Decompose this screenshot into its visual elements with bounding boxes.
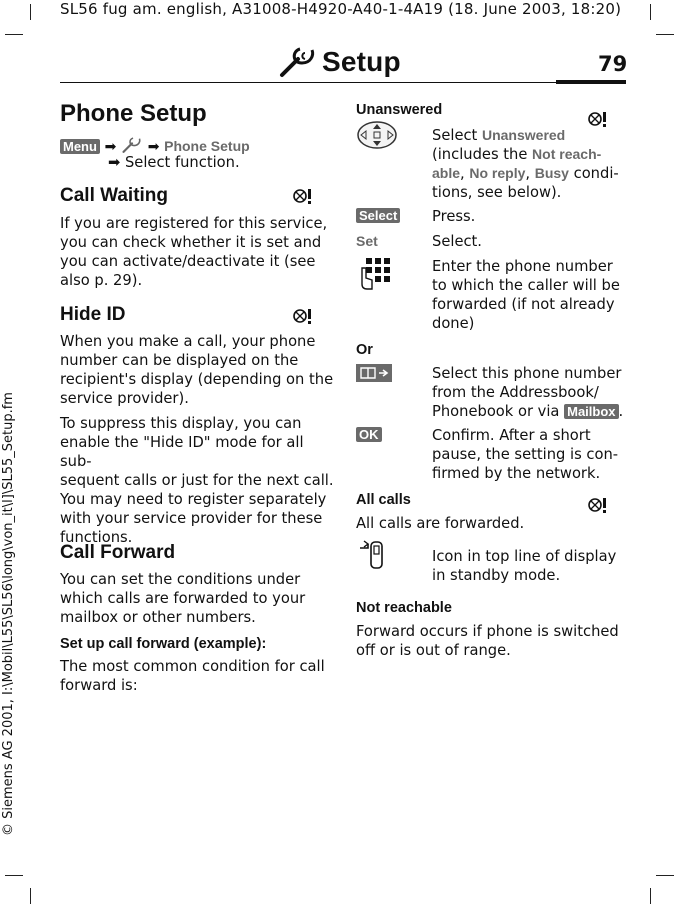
text-line: enable the "Hide ID" mode for all sub- [60,434,304,470]
step-select-unanswered [432,126,632,202]
text-line [432,145,632,164]
mailbox-softkey: Mailbox [564,404,618,419]
step-press: Press. [432,208,476,225]
menu-path-line2: ➡ Select function. [108,154,240,171]
menu-item-busy: Busy [534,165,569,181]
chapter-header [278,44,401,80]
text-line: To suppress this display, you can [60,415,302,432]
text-line: which calls are forwarded to your [60,590,306,607]
sidebar-file-path-text: © Siemens AG 2001, I:\Mobil\L55\SL56\long\von_it\l]\SL55_Setup.fm [1,392,16,836]
arrow-right-icon: ➡ [104,139,117,155]
text-line: also p. 29). [60,272,143,289]
menu-item-unanswered: Unanswered [481,127,566,143]
call-forward-icon-description [432,547,632,585]
menu-item-not-reachable-cont: able [432,165,461,181]
network-service-icon [292,188,314,206]
crop-mark [656,34,674,35]
text-line: If you are registered for this service, [60,215,328,232]
menu-item-phone-setup: Phone Setup [164,138,250,154]
text-line: Icon in top line of display [432,548,617,565]
text-line [432,126,632,145]
menu-item-not-reachable: Not reach- [532,146,602,162]
crop-mark [650,4,651,20]
unanswered-title: Unanswered [356,102,443,118]
call-forward-icon [358,540,388,570]
text-line: tions, see below). [432,184,562,201]
setup-wrench-icon [278,45,318,79]
text-line: Forward occurs if phone is switched [356,623,619,640]
text-line: The most common condition for call [60,658,325,675]
text-line: functions. [60,529,133,546]
not-reachable-text [356,622,636,660]
setup-wrench-icon [121,136,143,154]
subsection-title-hide-id: Hide ID [60,304,126,325]
text-line: When you make a call, your phone [60,333,316,350]
text-line: number can be displayed on the [60,352,299,369]
text-fragment: condi- [568,165,619,182]
text-fragment: Phonebook or via [432,403,565,420]
text-fragment: , [525,165,535,182]
text-line: you can activate/deactivate it (see [60,253,316,270]
phonebook-icon [356,364,392,382]
text-line: pause, the setting is con- [432,446,619,463]
page-number-underline [556,80,626,84]
text-fragment: . [618,403,624,420]
call-forward-paragraph-2 [60,657,335,695]
call-forward-paragraph-1 [60,570,335,627]
hide-id-paragraph-1 [60,332,335,408]
crop-mark [650,888,651,904]
text-line: in standby mode. [432,567,561,584]
header-rule [60,82,626,83]
text-line: to which the caller will be [432,277,620,294]
keypad-icon [356,256,390,290]
crop-mark [656,875,674,876]
text-line: You may need to register separately [60,491,327,508]
step-confirm [432,426,632,483]
text-line: forward is: [60,677,138,694]
text-line: Confirm. After a short [432,427,591,444]
hide-id-paragraph-2 [60,414,335,547]
menu-item-no-reply: No reply [469,165,526,181]
subsection-title-call-forward: Call Forward [60,542,176,563]
chapter-title: Setup [322,46,401,77]
text-line: done) [432,315,475,332]
text-line: off or is out of range. [356,642,511,659]
text-line [432,164,632,183]
text-line: sequent calls or just for the next call. [60,472,334,489]
text-fragment: , [460,165,470,182]
crop-mark [30,4,31,20]
text-line: mailbox or other numbers. [60,609,256,626]
ok-softkey: OK [356,427,382,442]
text-line: Enter the phone number [432,258,613,275]
step-select-from-phonebook [432,364,632,421]
call-forward-subtitle: Set up call forward (example): [60,636,267,652]
crop-mark [5,875,23,876]
all-calls-title: All calls [356,492,411,508]
set-option: Set [356,233,378,249]
crop-mark [30,888,31,904]
text-fragment: (includes the [432,146,533,163]
text-line: you can check whether it is set and [60,234,322,251]
arrow-right-icon: ➡ [147,139,160,155]
text-line [432,402,632,421]
page-number: 79 [598,52,628,76]
text-line: You can set the conditions under [60,571,301,588]
text-fragment: Select [432,127,482,144]
step-enter-number [432,257,632,333]
step-select: Select. [432,233,482,250]
menu-softkey: Menu [60,139,100,154]
subsection-title-call-waiting: Call Waiting [60,185,169,206]
call-waiting-text [60,214,335,290]
text-line: service provider). [60,390,189,407]
or-label: Or [356,342,373,358]
crop-mark [5,34,23,35]
text-line: forwarded (if not already [432,296,615,313]
text-line: recipient's display (depending on the [60,371,334,388]
all-calls-text: All calls are forwarded. [356,515,525,532]
network-service-icon [587,497,609,515]
document-meta-line: SL56 fug am. english, A31008-H4920-A40-1-4A19 (18. June 2003, 18:20) [60,0,622,18]
text-line: with your service provider for these [60,510,323,527]
navigation-key-icon [356,120,398,150]
section-title-phone-setup: Phone Setup [60,100,207,127]
text-line: Select this phone number [432,365,622,382]
network-service-icon [292,308,314,326]
text-line: from the Addressbook/ [432,384,599,401]
sidebar-file-path [1,392,17,852]
not-reachable-title: Not reachable [356,600,452,616]
select-softkey: Select [356,208,400,223]
text-line: firmed by the network. [432,465,601,482]
